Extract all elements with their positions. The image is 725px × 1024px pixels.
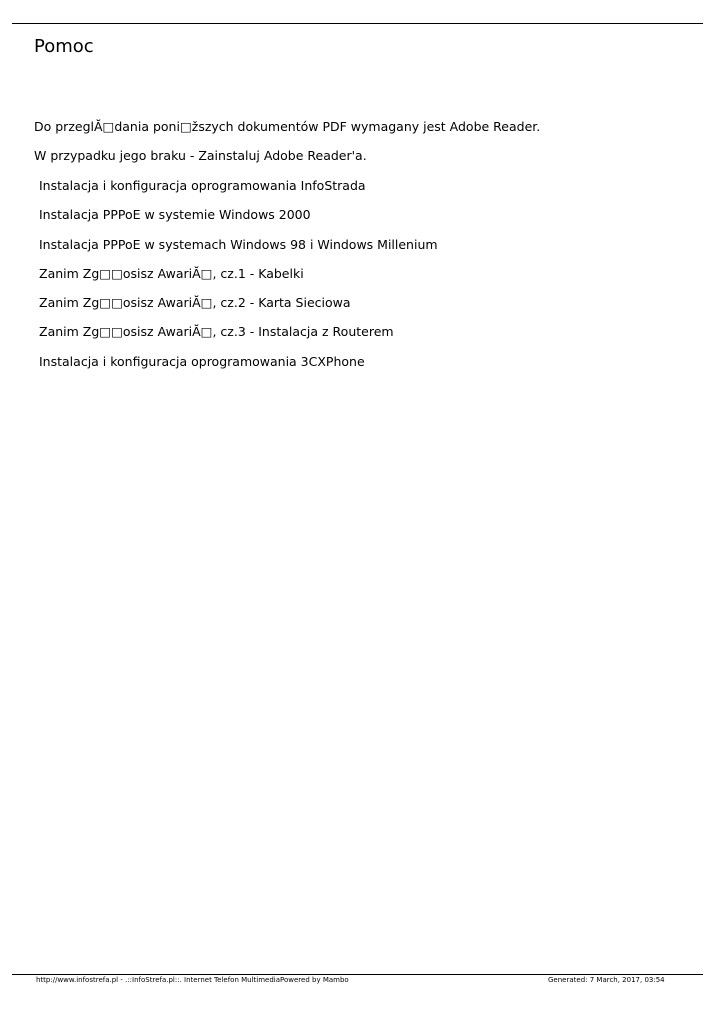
document-link-infostrada[interactable]: Instalacja i konfiguracja oprogramowania InfoStrada bbox=[39, 178, 366, 193]
page-title: Pomoc bbox=[34, 36, 94, 57]
header-divider bbox=[12, 23, 703, 24]
footer-site-info: http://www.infostrefa.pl - .::InfoStrefa.pl::. Internet Telefon MultimediaPowered by Mambo bbox=[36, 976, 349, 984]
document-link-pppoe-win98-me[interactable]: Instalacja PPPoE w systemach Windows 98 i Windows Millenium bbox=[39, 236, 438, 252]
footer-divider bbox=[12, 974, 703, 975]
footer-generated-date: Generated: 7 March, 2017, 03:54 bbox=[548, 976, 665, 984]
intro-text: Do przeglĂ□dania poni□žszych dokumentów PDF wymagany jest Adobe Reader. bbox=[34, 119, 541, 134]
document-link-awaria-karta-sieciowa[interactable]: Zanim Zg□□osisz AwariĂ□, cz.2 - Karta Sieciowa bbox=[39, 295, 351, 311]
document-link-pppoe-win2000[interactable]: Instalacja PPPoE w systemie Windows 2000 bbox=[39, 207, 311, 223]
pdf-document-list bbox=[39, 178, 438, 383]
document-link-awaria-router[interactable]: Zanim Zg□□osisz AwariĂ□, cz.3 - Instalacja z Routerem bbox=[39, 324, 394, 340]
document-link-awaria-kabelki[interactable]: Zanim Zg□□osisz AwariĂ□, cz.1 - Kabelki bbox=[39, 265, 304, 281]
adobe-reader-notice: W przypadku jego braku - Zainstaluj Adobe Reader'a. bbox=[34, 148, 367, 163]
document-link-3cxphone[interactable]: Instalacja i konfiguracja oprogramowania 3CXPhone bbox=[39, 353, 365, 369]
